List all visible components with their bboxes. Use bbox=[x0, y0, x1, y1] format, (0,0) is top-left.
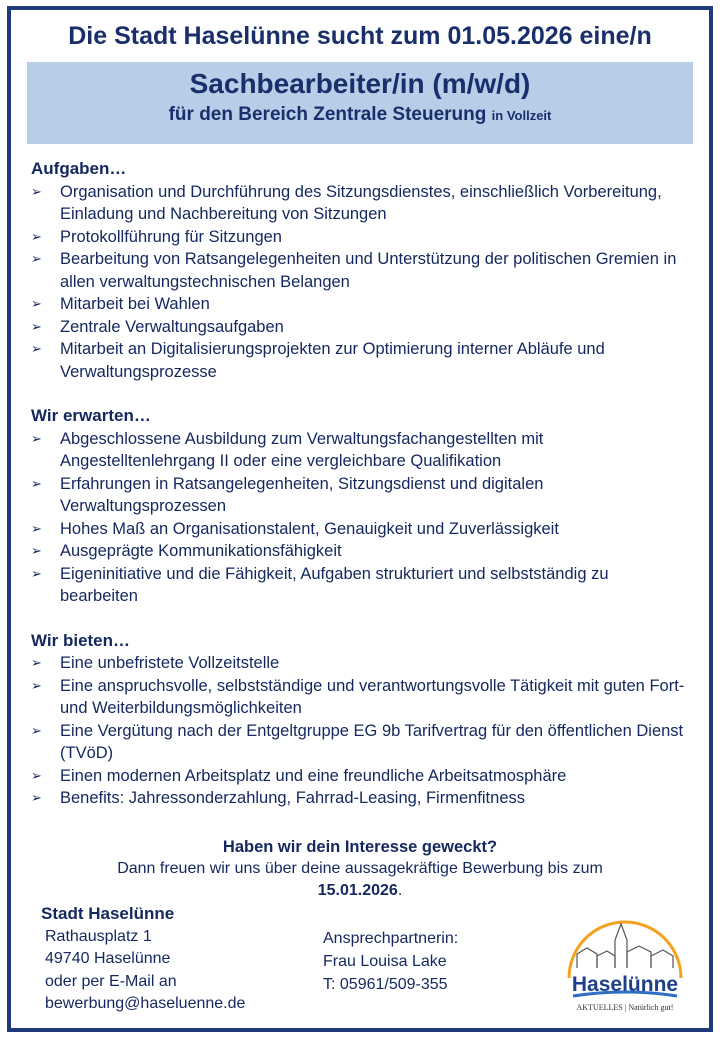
list-item bbox=[31, 338, 689, 383]
arrowhead-bullet-icon: ➢ bbox=[31, 543, 42, 558]
list-item-text: Eigeninitiative und die Fähigkeit, Aufgaben strukturiert und selbstständig zu bearbeiten bbox=[60, 564, 609, 605]
arrowhead-bullet-icon: ➢ bbox=[31, 655, 42, 670]
logo-tagline: AKTUELLES | Natürlich gut! bbox=[576, 1003, 674, 1012]
sections-container bbox=[31, 158, 689, 832]
arrowhead-bullet-icon: ➢ bbox=[31, 520, 42, 536]
section-title: Wir bieten… bbox=[31, 630, 131, 650]
bullet-list bbox=[31, 652, 689, 810]
job-type: in Vollzeit bbox=[491, 108, 552, 123]
job-title: Sachbearbeiter/in (m/w/d) bbox=[189, 68, 531, 99]
arrowhead-bullet-icon: ➢ bbox=[31, 790, 42, 805]
logo-wordmark: Haselünne bbox=[571, 973, 679, 996]
list-item-text: Hohes Maß an Organisationstalent, Genauigkeit und Zuverlässigkeit bbox=[60, 519, 559, 538]
job-subtitle bbox=[27, 104, 693, 126]
bullet-list bbox=[31, 181, 689, 384]
address-street: Rathausplatz 1 bbox=[45, 927, 152, 945]
deadline-date: 15.01.2026 bbox=[317, 882, 398, 899]
arrowhead-bullet-icon: ➢ bbox=[31, 430, 42, 446]
closing-question: Haben wir dein Interesse geweckt? bbox=[222, 838, 498, 856]
list-item-text: Abgeschlossene Ausbildung zum Verwaltungsfachangestellten mit Angestelltenlehrgang II oder eine vergleichbare Qualifikation bbox=[60, 429, 544, 470]
section-0 bbox=[31, 158, 689, 383]
list-item-text: Mitarbeit an Digitalisierungsprojekten zur Optimierung interner Abläufe und Verwaltungsprozesse bbox=[60, 340, 605, 381]
list-item-text: Eine Vergütung nach der Entgeltgruppe EG 9b Tarifvertrag für den öffentlichen Dienst (TVöD) bbox=[60, 721, 684, 762]
contact-label: Ansprechpartnerin: bbox=[323, 930, 459, 947]
list-item bbox=[31, 563, 689, 608]
arrowhead-bullet-icon: ➢ bbox=[31, 318, 42, 334]
arrowhead-bullet-icon: ➢ bbox=[31, 767, 42, 783]
arrowhead-bullet-icon: ➢ bbox=[31, 341, 42, 356]
arrowhead-bullet-icon: ➢ bbox=[31, 722, 42, 738]
arrowhead-bullet-icon: ➢ bbox=[31, 228, 42, 244]
title-banner bbox=[27, 62, 693, 144]
arrowhead-bullet-icon: ➢ bbox=[31, 565, 42, 581]
section-title: Aufgaben… bbox=[31, 159, 127, 178]
headline: Die Stadt Haselünne sucht zum 01.05.2026 eine/n bbox=[68, 22, 652, 50]
arrowhead-bullet-icon: ➢ bbox=[31, 475, 42, 491]
closing-block bbox=[31, 836, 689, 902]
list-item bbox=[31, 540, 689, 563]
contact-name: Frau Louisa Lake bbox=[323, 953, 447, 970]
list-item bbox=[31, 720, 689, 765]
deadline-period: . bbox=[397, 882, 403, 899]
section-2 bbox=[31, 630, 689, 810]
address-email-prefix: oder per E-Mail an bbox=[45, 972, 177, 990]
list-item-text: Zentrale Verwaltungsaufgaben bbox=[60, 317, 284, 336]
list-item bbox=[31, 652, 689, 675]
list-item-text: Eine unbefristete Vollzeitstelle bbox=[60, 654, 280, 672]
address-org: Stadt Haselünne bbox=[41, 904, 175, 923]
section-1 bbox=[31, 405, 689, 608]
logo-sun-arc bbox=[569, 922, 681, 978]
job-posting-page bbox=[7, 6, 713, 1032]
list-item bbox=[31, 765, 689, 788]
list-item bbox=[31, 293, 689, 316]
list-item-text: Protokollführung für Sitzungen bbox=[60, 227, 282, 246]
list-item-text: Benefits: Jahressonderzahlung, Fahrrad-Leasing, Firmenfitness bbox=[60, 789, 525, 807]
contact-phone: T: 05961/509-355 bbox=[323, 976, 448, 993]
list-item bbox=[31, 518, 689, 541]
contact-block bbox=[323, 927, 458, 996]
list-item-text: Organisation und Durchführung des Sitzungsdienstes, einschließlich Vorbereitung, Einladung und Nachbereitung von Sitzungen bbox=[60, 182, 662, 223]
arrowhead-bullet-icon: ➢ bbox=[31, 677, 42, 693]
logo-town-silhouette bbox=[577, 924, 673, 968]
address-block bbox=[39, 903, 245, 1016]
list-item bbox=[31, 473, 689, 518]
list-item bbox=[31, 248, 689, 293]
list-item-text: Bearbeitung von Ratsangelegenheiten und Unterstützung der politischen Gremien in allen verwaltungstechnischen Belangen bbox=[60, 250, 677, 291]
list-item bbox=[31, 675, 689, 720]
bullet-list bbox=[31, 428, 689, 608]
list-item bbox=[31, 181, 689, 226]
arrowhead-bullet-icon: ➢ bbox=[31, 183, 42, 199]
list-item bbox=[31, 226, 689, 249]
list-item-text: Mitarbeit bei Wahlen bbox=[60, 295, 210, 313]
list-item-text: Eine anspruchsvolle, selbstständige und verantwortungsvolle Tätigkeit mit guten Fort- und Weiterbildungsmöglichkeiten bbox=[60, 676, 685, 717]
section-title: Wir erwarten… bbox=[31, 406, 151, 425]
list-item-text: Erfahrungen in Ratsangelegenheiten, Sitzungsdienst und digitalen Verwaltungsprozessen bbox=[60, 474, 544, 515]
list-item bbox=[31, 316, 689, 339]
address-email[interactable]: bewerbung@haseluenne.de bbox=[45, 995, 246, 1012]
list-item bbox=[31, 787, 689, 810]
list-item-text: Einen modernen Arbeitsplatz und eine freundliche Arbeitsatmosphäre bbox=[60, 766, 567, 785]
haseluenne-logo bbox=[555, 906, 695, 1016]
list-item bbox=[31, 428, 689, 473]
arrowhead-bullet-icon: ➢ bbox=[31, 251, 42, 266]
address-city: 49740 Haselünne bbox=[45, 950, 171, 967]
job-department: für den Bereich Zentrale Steuerung bbox=[168, 104, 487, 125]
closing-text: Dann freuen wir uns über deine aussagekräftige Bewerbung bis zum bbox=[117, 860, 603, 877]
list-item-text: Ausgeprägte Kommunikationsfähigkeit bbox=[60, 542, 342, 560]
arrowhead-bullet-icon: ➢ bbox=[31, 296, 42, 311]
